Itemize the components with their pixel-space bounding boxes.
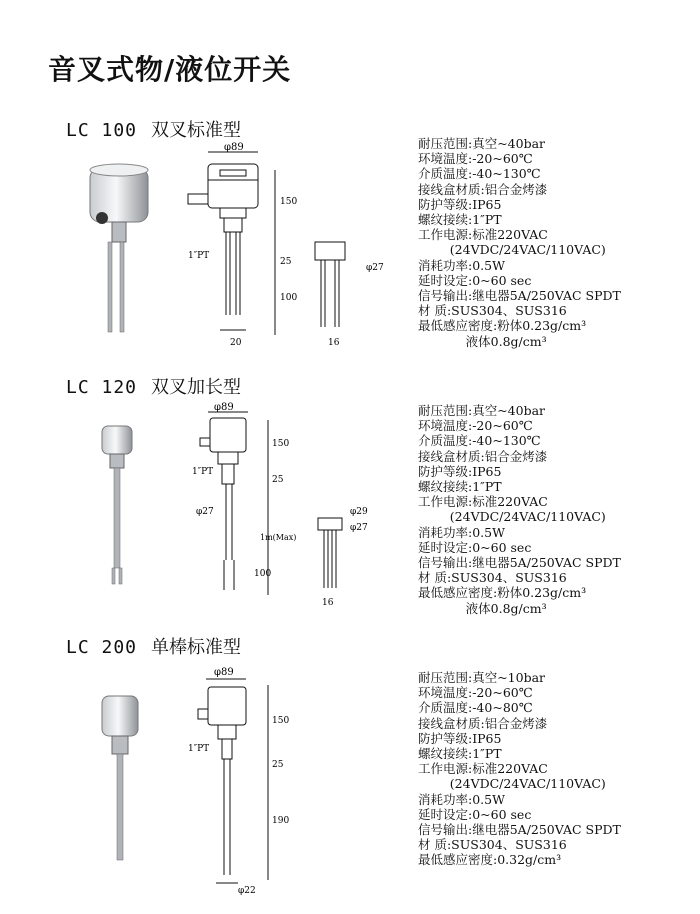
dimension-drawing-lc200 — [180, 665, 380, 905]
dim-side-diameter-1: φ29 — [350, 507, 368, 517]
dim-fork-length: 100 — [280, 293, 298, 303]
spec-row: 防护等级:IP65 — [418, 196, 502, 212]
spec-row: 环境温度:-20~60℃ — [418, 685, 533, 701]
spec-row: 防护等级:IP65 — [418, 730, 502, 746]
model-name: 双叉标准型 — [151, 120, 242, 141]
spec-row: 信号输出:继电器5A/250VAC SPDT — [418, 288, 621, 304]
dim-rod-diameter: φ22 — [238, 886, 256, 896]
spec-list-lc100 — [418, 136, 621, 349]
spec-row: 介质温度:-40~80℃ — [418, 700, 533, 716]
model-number: LC 120 — [66, 377, 138, 398]
spec-row: 螺纹接续:1″PT — [418, 212, 502, 228]
spec-row: 耐压范围:真空~10bar — [418, 670, 546, 685]
spec-row: 最低感应密度:0.32g/cm³ — [418, 852, 562, 868]
spec-row: 材 质:SUS304、SUS316 — [418, 837, 567, 853]
dim-thread-length: 25 — [280, 257, 292, 267]
model-number: LC 200 — [66, 637, 138, 658]
spec-row: 环境温度:-20~60℃ — [418, 151, 533, 167]
spec-row: 液体0.8g/cm³ — [418, 600, 547, 616]
dim-side-diameter: φ27 — [366, 263, 384, 273]
dim-rod-length: 190 — [272, 816, 290, 826]
spec-row: 最低感应密度:粉体0.23g/cm³ — [418, 585, 587, 601]
spec-row: 介质温度:-40~130℃ — [418, 166, 541, 182]
spec-row: 信号输出:继电器5A/250VAC SPDT — [418, 822, 621, 838]
dim-side-width: 16 — [322, 598, 334, 608]
spec-row: 接线盒材质:铝合金烤漆 — [418, 715, 548, 731]
spec-row: 材 质:SUS304、SUS316 — [418, 303, 567, 319]
dim-side-diameter-2: φ27 — [350, 523, 368, 533]
model-number: LC 100 — [66, 120, 138, 141]
spec-row: 消耗功率:0.5W — [418, 524, 505, 540]
spec-row: 耐压范围:真空~40bar — [418, 136, 546, 151]
model-name: 双叉加长型 — [151, 377, 242, 398]
section-title-lc200 — [66, 633, 241, 659]
dim-height: 150 — [272, 439, 290, 449]
spec-row: 接线盒材质:铝合金烤漆 — [418, 448, 548, 464]
spec-row: 消耗功率:0.5W — [418, 791, 505, 807]
dim-head-diameter: φ89 — [214, 402, 234, 413]
product-photo-lc200 — [92, 690, 152, 870]
dim-thread: 1″PT — [188, 251, 210, 261]
dimension-drawing-lc120 — [180, 400, 380, 610]
spec-row: 最低感应密度:粉体0.23g/cm³ — [418, 318, 587, 334]
dim-side-width: 16 — [328, 338, 340, 348]
spec-row: 介质温度:-40~130℃ — [418, 433, 541, 449]
spec-row: 螺纹接续:1″PT — [418, 479, 502, 495]
spec-row: 延时设定:0~60 sec — [418, 806, 532, 822]
spec-list-lc200 — [418, 670, 621, 868]
dim-thread: 1″PT — [188, 744, 210, 754]
dim-max-length: 1m(Max) — [260, 533, 297, 542]
spec-row: 液体0.8g/cm³ — [418, 333, 547, 349]
spec-row: 耐压范围:真空~40bar — [418, 403, 546, 418]
dim-rod-diameter: φ27 — [196, 507, 214, 517]
spec-row: 环境温度:-20~60℃ — [418, 418, 533, 434]
spec-row: 延时设定:0~60 sec — [418, 272, 532, 288]
dim-fork-width: 20 — [230, 338, 242, 348]
spec-row: 工作电源:标准220VAC — [418, 761, 548, 777]
dim-fork-length: 100 — [254, 569, 272, 579]
dim-thread-length: 25 — [272, 760, 284, 770]
section-title-lc120 — [66, 373, 241, 399]
spec-row: (24VDC/24VAC/110VAC) — [418, 776, 606, 792]
spec-row: 信号输出:继电器5A/250VAC SPDT — [418, 555, 621, 571]
product-photo-lc120 — [90, 420, 150, 590]
spec-row: (24VDC/24VAC/110VAC) — [418, 509, 606, 525]
spec-row: (24VDC/24VAC/110VAC) — [418, 242, 606, 258]
spec-row: 材 质:SUS304、SUS316 — [418, 570, 567, 586]
dim-height: 150 — [280, 197, 298, 207]
spec-list-lc120 — [418, 403, 621, 616]
spec-row: 螺纹接续:1″PT — [418, 746, 502, 762]
page-title: 音叉式物/液位开关 — [48, 53, 292, 86]
spec-row: 工作电源:标准220VAC — [418, 227, 548, 243]
spec-row: 接线盒材质:铝合金烤漆 — [418, 181, 548, 197]
dim-head-diameter: φ89 — [224, 142, 244, 153]
model-name: 单棒标准型 — [151, 637, 242, 658]
dim-height: 150 — [272, 716, 290, 726]
dim-thread-length: 25 — [272, 475, 284, 485]
spec-row: 延时设定:0~60 sec — [418, 539, 532, 555]
product-photo-lc100 — [80, 160, 160, 340]
section-title-lc100 — [66, 116, 241, 142]
spec-row: 工作电源:标准220VAC — [418, 494, 548, 510]
dim-thread: 1″PT — [192, 467, 214, 477]
spec-row: 消耗功率:0.5W — [418, 257, 505, 273]
dim-head-diameter: φ89 — [214, 667, 234, 678]
spec-row: 防护等级:IP65 — [418, 463, 502, 479]
dimension-drawing-lc100 — [180, 140, 384, 350]
